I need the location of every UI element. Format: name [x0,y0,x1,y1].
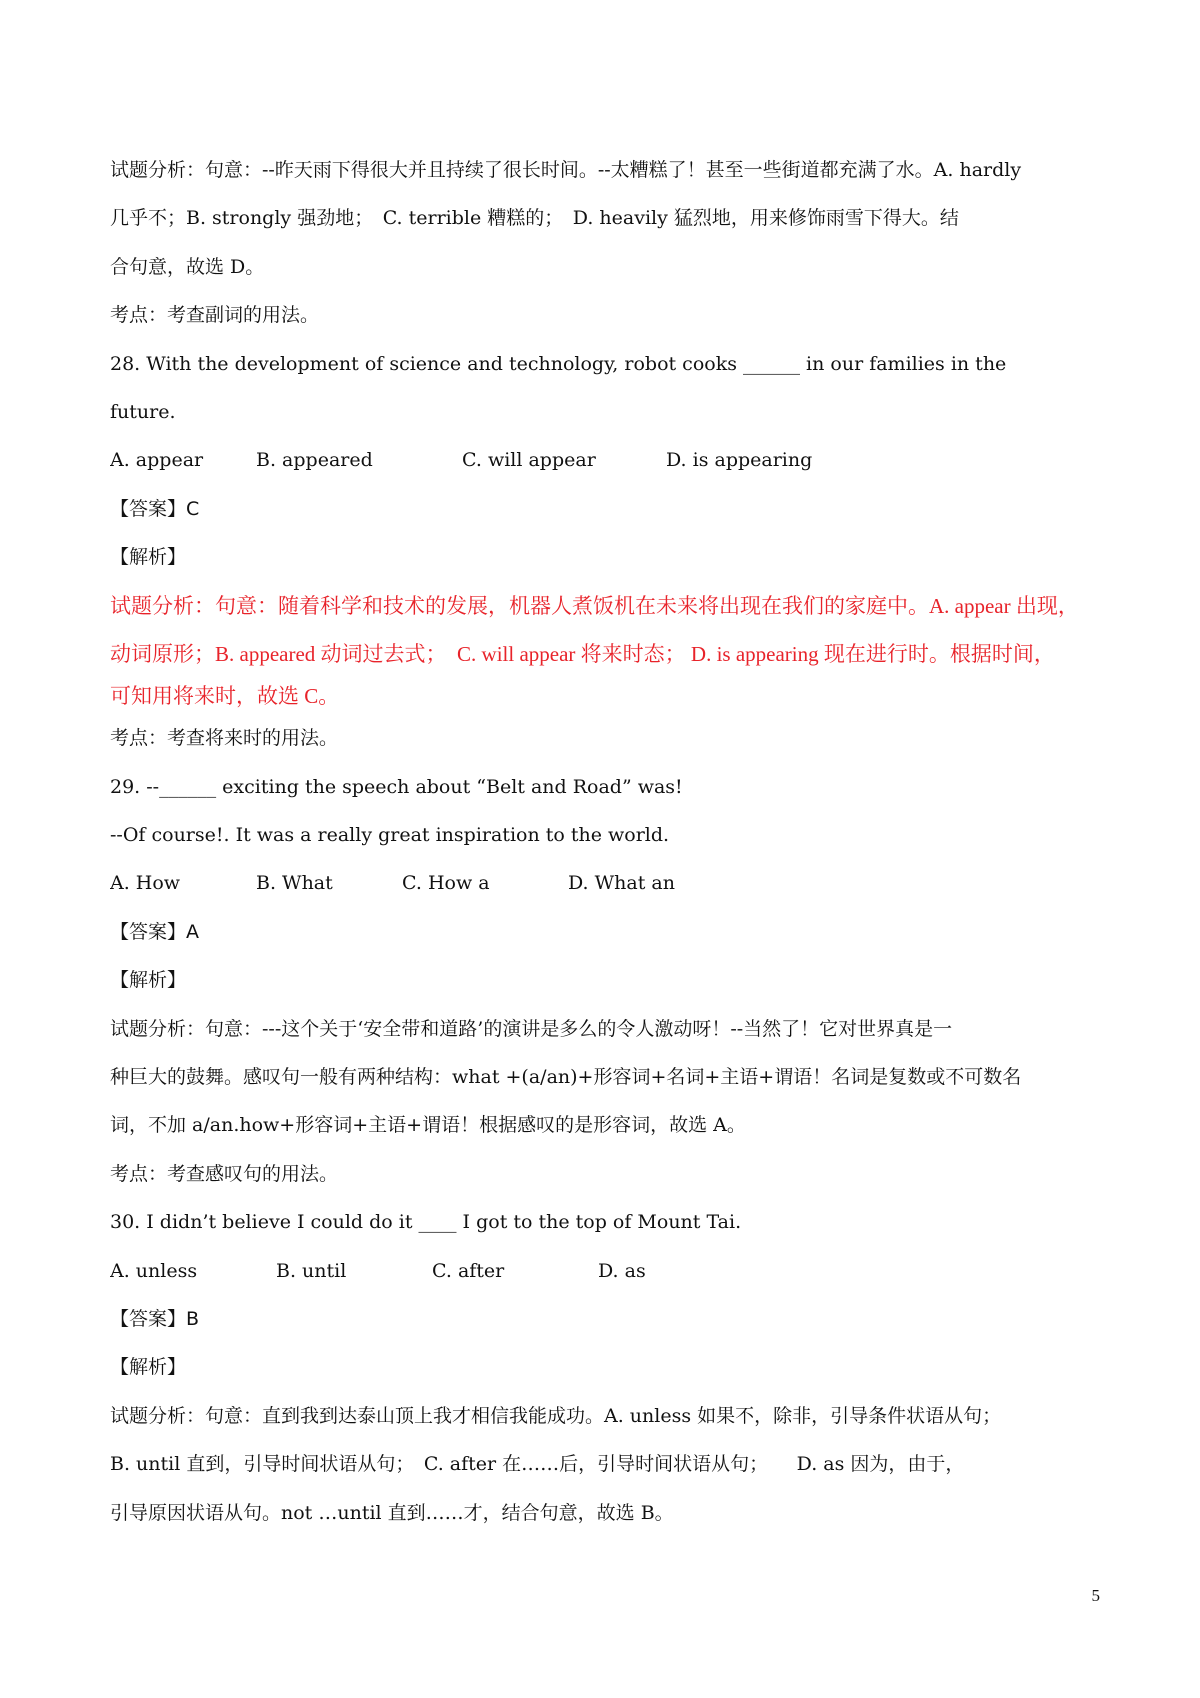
text: --Of course!. It was a really great inspiration to the world. [110,824,670,847]
text: 试题分析：句意：--昨天雨下得很大并且持续了很长时间。--太糟糕了！甚至一些街道都充满了水。A. hardly [110,159,1022,181]
q28-analysis-line-1 [110,582,1100,630]
q28-option-b: B. appeared [256,449,373,472]
text: 试题分析：句意：直到我到达泰山顶上我才相信我能成功。A. unless 如果不，除非，引导条件状语从句； [110,1404,1002,1427]
text: 试题分析：句意：随着科学和技术的发展，机器人煮饭机在未来将出现在我们的家庭中。A. appear 出现， [110,593,1079,618]
q30-stem-line-1 [110,1198,1100,1246]
q29-stem-line-2 [110,811,1100,859]
text: 种巨大的鼓舞。感叹句一般有两种结构：what +(a/an)+形容词+名词+主语+谓语！名词是复数或不可数名 [110,1066,1022,1089]
q28-point [110,714,1100,762]
text: B. until 直到，引导时间状语从句； C. after 在……后，引导时间状语从句； D. as 因为，由于， [110,1453,965,1476]
q29-option-a: A. How [110,872,181,895]
text: 【解析】 [110,1356,187,1379]
q29-analysis-line-2 [110,1053,1100,1101]
q28-analysis-line-2 [110,630,1100,678]
text: 【解析】 [110,546,187,569]
text: 几乎不；B. strongly 强劲地； C. terrible 糟糕的； D. heavily 猛烈地，用来修饰雨雪下得大。结 [110,207,959,230]
q27-analysis-line-2 [110,194,1100,242]
text: 动词原形；B. appeared 动词过去式； C. will appear 将来时态； D. is appearing 现在进行时。根据时间， [110,641,1055,666]
q28-options [110,436,1100,484]
q28-stem-line-1 [110,340,1100,388]
q27-analysis-line-3 [110,243,1100,291]
text: 【解析】 [110,969,187,992]
q29-jiexi-heading [110,956,1100,1004]
q30-options [110,1247,1100,1295]
text: 词，不加 a/an.how+形容词+主语+谓语！根据感叹的是形容词，故选 A。 [110,1114,746,1137]
text: 【答案】C [110,497,200,520]
q29-analysis-line-1 [110,1005,1100,1053]
text: 考点：考查感叹句的用法。 [110,1162,339,1185]
q29-analysis-line-3 [110,1101,1100,1149]
text: 考点：考查副词的用法。 [110,304,320,327]
q30-answer [110,1295,1100,1343]
q30-option-d: D. as [598,1259,646,1282]
q28-answer [110,485,1100,533]
q28-stem-line-2 [110,388,1100,436]
text: 考点：考查将来时的用法。 [110,727,339,750]
text: 试题分析：句意：---这个关于‘安全带和道路’的演讲是多么的令人激动呀！--当然了！它对世界真是一 [110,1017,953,1040]
q30-option-b: B. until [276,1259,347,1282]
q29-option-b: B. What [256,872,333,895]
q30-analysis-line-2 [110,1440,1100,1488]
text: future. [110,400,176,423]
q30-analysis-line-1 [110,1392,1100,1440]
q29-options [110,859,1100,907]
q29-option-d: D. What an [568,872,675,895]
text: 【答案】A [110,920,199,943]
q30-jiexi-heading [110,1343,1100,1391]
q30-option-a: A. unless [110,1259,198,1282]
q28-option-d: D. is appearing [666,449,813,472]
q28-option-c: C. will appear [462,449,596,472]
q30-analysis-line-3 [110,1489,1100,1537]
q29-answer [110,908,1100,956]
q29-stem-line-1 [110,763,1100,811]
q30-option-c: C. after [432,1259,505,1282]
page-number: 5 [1091,1586,1100,1605]
text: 引导原因状语从句。not …until 直到……才，结合句意，故选 B。 [110,1501,674,1524]
q28-jiexi-heading [110,533,1100,581]
q27-point [110,291,1100,339]
text: 【答案】B [110,1307,200,1330]
text: 可知用将来时，故选 C。 [110,684,340,709]
page-content [110,146,1100,1537]
q28-analysis-line-3 [110,678,1100,714]
text: 合句意，故选 D。 [110,255,265,278]
q29-option-c: C. How a [402,872,490,895]
text: 28. With the development of science and technology, robot cooks ______ in our families in the [110,352,1007,375]
q28-option-a: A. appear [110,449,204,472]
text: 30. I didn’t believe I could do it ____ I got to the top of Mount Tai. [110,1211,742,1234]
q27-analysis-line-1 [110,146,1100,194]
text: 29. --______ exciting the speech about “Belt and Road” was! [110,775,683,798]
q29-point [110,1150,1100,1198]
